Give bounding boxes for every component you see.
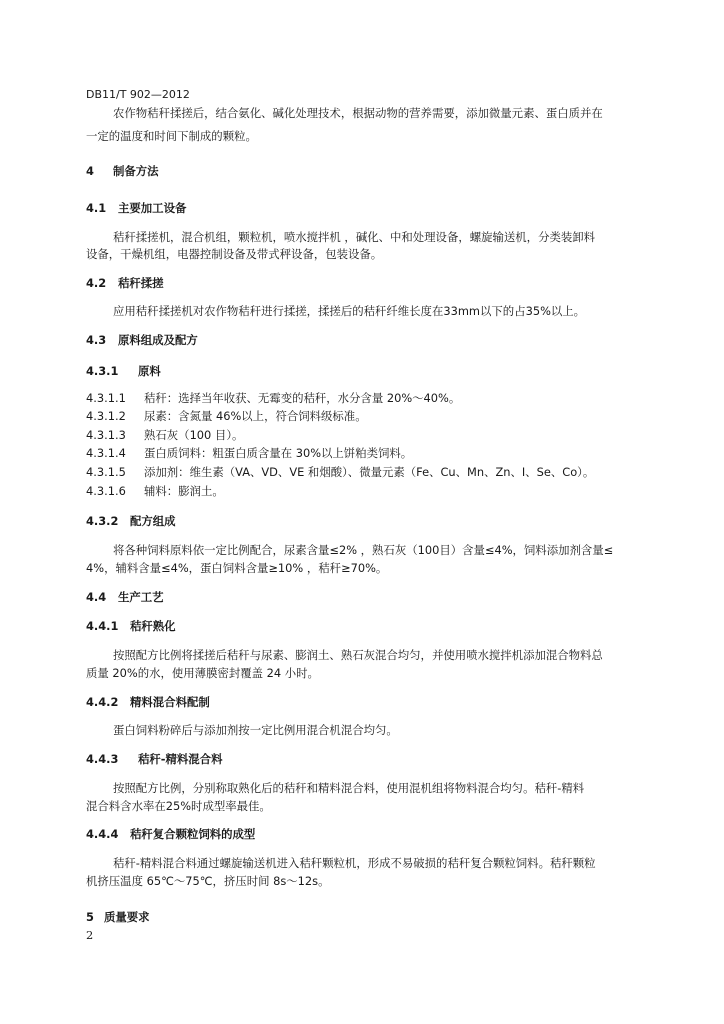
section-4-1-line-1: 秸秆揉搓机，混合机组，颗粒机，喷水搅拌机 ，碱化、中和处理设备，螺旋输送机，分类装卸料: [113, 230, 596, 244]
list-item-number: 4.3.1.5: [86, 465, 126, 479]
section-4-4-4-title: 秸秆复合颗粒饲料的成型: [130, 827, 256, 841]
list-item-text: 蛋白质饲料：粗蛋白质含量在 30%以上饼粕类饲料。: [144, 446, 413, 460]
section-4-4-1-line-1: 按照配方比例将揉搓后秸秆与尿素、膨润土、熟石灰混合均匀，并使用喷水搅拌机添加混合物料总: [113, 648, 603, 662]
section-4-4-3-line-2: 混合料含水率在25%时成型率最佳。: [86, 799, 271, 813]
section-4-title: 制备方法: [113, 164, 159, 178]
doc-code-header: DB11/T 902—2012: [86, 88, 190, 101]
list-item-text: 秸秆：选择当年收获、无霉变的秸秆，水分含量 20%～40%。: [144, 391, 461, 405]
section-4-3-number: 4.3: [86, 333, 107, 347]
section-4-4-1-line-2: 质量 20%的水，使用薄膜密封覆盖 24 小时。: [86, 666, 319, 680]
list-item-number: 4.3.1.2: [86, 409, 126, 423]
section-4-4-4-line-1: 秸秆-精料混合料通过螺旋输送机进入秸秆颗粒机，形成不易破损的秸秆复合颗粒饲料。秸秆颗粒: [113, 856, 596, 870]
section-4-4-title: 生产工艺: [118, 590, 164, 604]
intro-line-1: 农作物秸秆揉搓后，结合氨化、碱化处理技术，根据动物的营养需要，添加微量元素、蛋白质并在: [113, 106, 603, 120]
section-4-3-2-title: 配方组成: [130, 514, 176, 528]
section-4-4-2-line-1: 蛋白饲料粉碎后与添加剂按一定比例用混合机混合均匀。: [113, 723, 398, 737]
list-item-text: 辅料：膨润土。: [144, 484, 224, 498]
list-item-number: 4.3.1.6: [86, 484, 126, 498]
section-4-1-title: 主要加工设备: [118, 201, 187, 215]
section-4-4-4-number: 4.4.4: [86, 827, 119, 841]
section-4-1-number: 4.1: [86, 201, 107, 215]
section-4-4-4-line-2: 机挤压温度 65℃～75℃，挤压时间 8s～12s。: [86, 874, 330, 888]
section-4-3-2-line-2: 4%，辅料含量≤4%，蛋白饲料含量≥10% ，秸秆≥70%。: [86, 561, 388, 575]
section-4-4-1-number: 4.4.1: [86, 619, 119, 633]
section-4-4-2-number: 4.4.2: [86, 695, 119, 709]
section-4-3-1-number: 4.3.1: [86, 364, 119, 378]
list-item-number: 4.3.1.3: [86, 428, 126, 442]
section-4-3-2-line-1: 将各种饲料原料依一定比例配合，尿素含量≤2% ，熟石灰（100目）含量≤4%，饲料添加剂含量≤: [113, 543, 614, 557]
section-4-3-title: 原料组成及配方: [118, 333, 198, 347]
section-4-2-number: 4.2: [86, 276, 107, 290]
section-4-4-3-title: 秸秆-精料混合料: [138, 752, 223, 766]
list-item-number: 4.3.1.4: [86, 446, 126, 460]
section-4-3-2-number: 4.3.2: [86, 514, 119, 528]
list-item-number: 4.3.1.1: [86, 391, 126, 405]
section-5-title: 质量要求: [104, 910, 150, 924]
list-item-text: 熟石灰（100 目）。: [144, 428, 244, 442]
section-4-3-1-title: 原料: [138, 364, 161, 378]
section-4-4-3-line-1: 按照配方比例，分别称取熟化后的秸秆和精料混合料，使用混机组将物料混合均匀。秸秆-精料: [113, 781, 585, 795]
section-4-number: 4: [86, 164, 94, 178]
section-4-4-1-title: 秸秆熟化: [130, 619, 176, 633]
intro-line-2: 一定的温度和时间下制成的颗粒。: [86, 129, 257, 143]
section-5-number: 5: [86, 910, 94, 924]
page-number: 2: [86, 928, 94, 942]
section-4-4-3-number: 4.4.3: [86, 752, 119, 766]
list-item-text: 添加剂：维生素（VA、VD、VE 和烟酸）、微量元素（Fe、Cu、Mn、Zn、I、Se、Co）。: [144, 465, 595, 479]
section-4-2-line-1: 应用秸秆揉搓机对农作物秸秆进行揉搓，揉搓后的秸秆纤维长度在33mm以下的占35%以上。: [113, 304, 586, 318]
section-4-1-line-2: 设备，干燥机组，电器控制设备及带式秤设备，包装设备。: [86, 247, 383, 261]
section-4-4-2-title: 精料混合料配制: [130, 695, 210, 709]
section-4-2-title: 秸秆揉搓: [118, 276, 164, 290]
section-4-4-number: 4.4: [86, 590, 107, 604]
list-item-text: 尿素：含氮量 46%以上，符合饲料级标准。: [144, 409, 367, 423]
